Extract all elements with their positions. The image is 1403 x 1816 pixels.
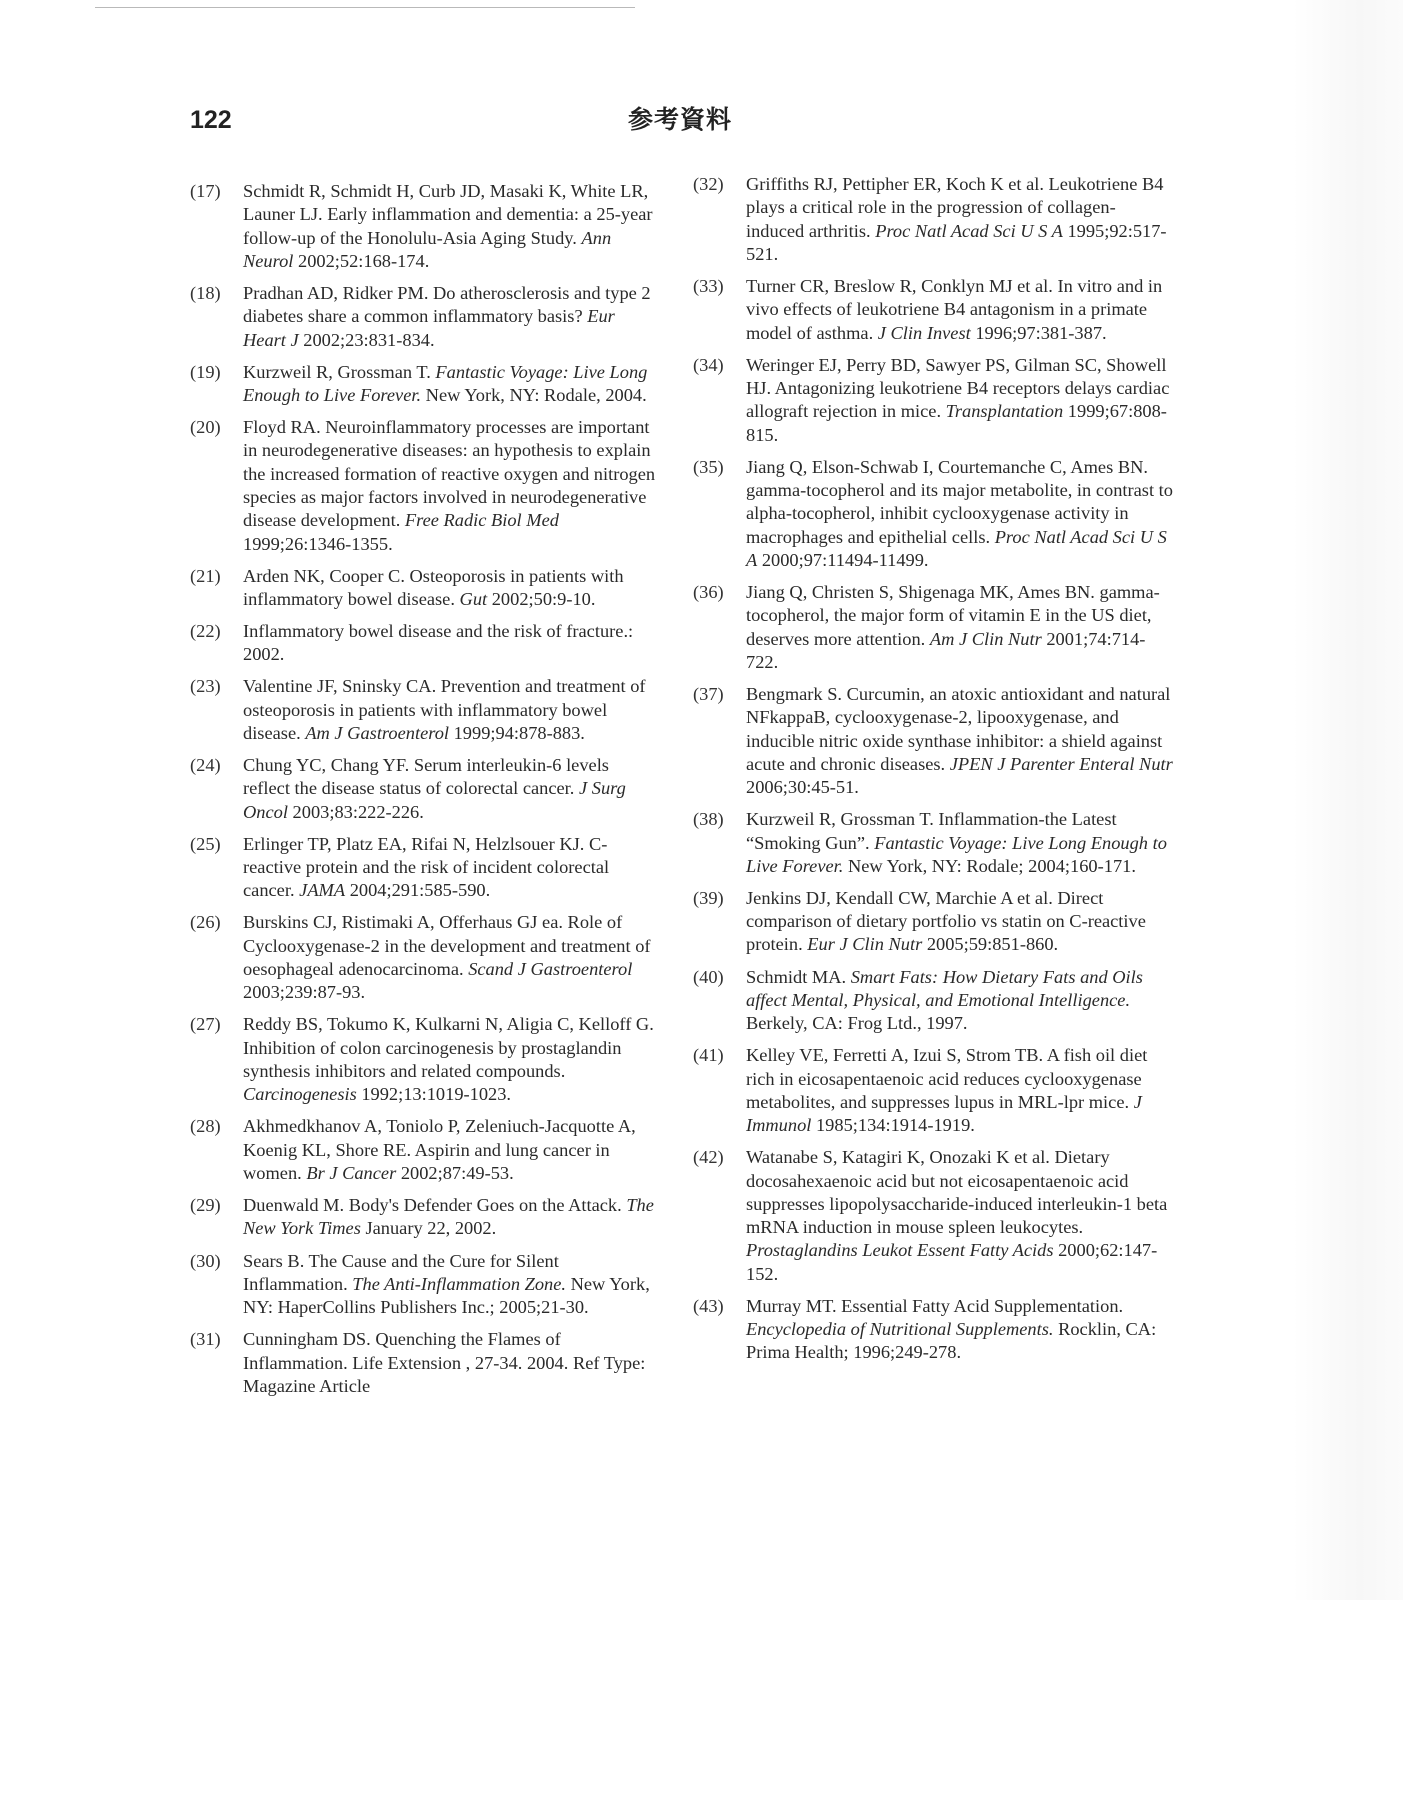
reference-item (190, 282, 660, 352)
reference-text-segment: 2006;30:45-51. (746, 777, 859, 798)
reference-source-title: Scand J Gastroenterol (468, 959, 633, 980)
reference-text-segment: Watanabe S, Katagiri K, Onozaki K et al. Dietary docosahexaenoic acid but not eicosapentaenoic acid suppresses lipopolysaccharide-induced interleukin-1 beta mRNA induction in mouse spleen leukocytes. (746, 1147, 1168, 1238)
reference-text-segment: Weringer EJ, Perry BD, Sawyer PS, Gilman SC, Showell HJ. Antagonizing leukotriene B4 receptors delays cardiac allograft rejection in mice. (746, 354, 1170, 422)
page-number: 122 (190, 106, 232, 134)
reference-item (693, 1146, 1173, 1286)
reference-source-title: JPEN J Parenter Enteral Nutr (949, 753, 1173, 774)
reference-item (693, 275, 1173, 345)
reference-number: (22) (190, 621, 221, 642)
reference-text-segment: Kurzweil R, Grossman T. Inflammation-the Latest “Smoking Gun”. (746, 809, 1117, 853)
reference-text (746, 275, 1173, 345)
reference-source-title: Eur J Clin Nutr (807, 934, 923, 955)
reference-item (190, 833, 660, 903)
reference-number: (21) (190, 565, 221, 586)
reference-text-segment: 2005;59:851-860. (922, 934, 1059, 955)
reference-text (243, 1115, 660, 1185)
reference-source-title: J Immunol (746, 1091, 1142, 1136)
reference-text (243, 416, 660, 556)
reference-source-title: Free Radic Biol Med (404, 510, 559, 531)
reference-source-title: JAMA (299, 880, 346, 901)
reference-item (693, 1044, 1173, 1137)
reference-number: (39) (693, 887, 724, 908)
reference-item (190, 1115, 660, 1185)
reference-text-segment: Inflammatory bowel disease and the risk of fracture.: 2002. (243, 621, 634, 665)
reference-text-segment: 2000;62:147-152. (746, 1240, 1158, 1284)
reference-item (693, 1295, 1173, 1365)
reference-text-segment: 1992;13:1019-1023. (356, 1084, 512, 1105)
reference-source-title: Eur Heart J (243, 306, 615, 350)
reference-text (243, 1194, 660, 1241)
reference-item (693, 966, 1173, 1036)
reference-text (243, 180, 660, 273)
scan-edge-shadow (1293, 0, 1403, 1600)
reference-number: (43) (693, 1295, 724, 1316)
reference-text-segment: 1995;92:517-521. (746, 220, 1167, 264)
reference-text (243, 754, 660, 824)
reference-item (693, 887, 1173, 957)
reference-number: (31) (190, 1329, 221, 1350)
reference-number: (26) (190, 912, 221, 933)
reference-text (746, 1295, 1173, 1365)
reference-text (746, 456, 1173, 572)
reference-text-segment: 1999;67:808-815. (746, 401, 1167, 445)
reference-text (746, 173, 1173, 266)
reference-source-title: Ann Neurol (243, 227, 612, 271)
reference-number: (36) (693, 581, 724, 602)
reference-number: (24) (190, 755, 221, 776)
reference-text-segment: Jiang Q, Christen S, Shigenaga MK, Ames BN. gamma-tocopherol, the major form of vitamin E in the US diet, deserves more attention. (746, 581, 1160, 649)
reference-text (243, 1250, 660, 1320)
reference-text-segment: Valentine JF, Sninsky CA. Prevention and treatment of osteoporosis in patients with inflammatory bowel disease. (243, 676, 646, 744)
reference-text-segment: 2002;50:9-10. (487, 588, 596, 609)
reference-text-segment: Duenwald M. Body's Defender Goes on the Attack. (243, 1195, 627, 1216)
reference-source-title: Proc Natl Acad Sci U S A (746, 526, 1167, 570)
reference-item (190, 1194, 660, 1241)
reference-number: (28) (190, 1116, 221, 1137)
reference-text-segment: Schmidt R, Schmidt H, Curb JD, Masaki K, White LR, Launer LJ. Early inflammation and dementia: a 25-year follow-up of the Honolulu-Asia Aging Study. (243, 181, 653, 248)
reference-text-segment: 1999;94:878-883. (449, 723, 585, 744)
reference-text-segment: 2002;87:49-53. (396, 1163, 514, 1184)
reference-text-segment: New York, NY: Rodale, 2004. (421, 384, 647, 405)
reference-text-segment: Burskins CJ, Ristimaki A, Offerhaus GJ ea. Role of Cyclooxygenase-2 in the development and treatment of oesophageal adenocarcinoma. (243, 912, 651, 980)
reference-number: (17) (190, 181, 221, 201)
reference-text (746, 966, 1173, 1036)
reference-source-title: Smart Fats: How Dietary Fats and Oils affect Mental, Physical, and Emotional Intelligence. (746, 966, 1143, 1010)
reference-text-segment: Reddy BS, Tokumo K, Kulkarni N, Aligia C, Kelloff G. Inhibition of colon carcinogenesis by prostaglandin synthesis inhibitors and related compounds. (243, 1014, 654, 1082)
reference-text-segment: New York, NY: HaperCollins Publishers Inc.; 2005;21-30. (243, 1273, 650, 1318)
reference-text-segment: 1999;26:1346-1355. (243, 533, 393, 554)
reference-item (190, 180, 660, 273)
references-left-column (190, 180, 660, 1407)
reference-number: (33) (693, 275, 724, 296)
reference-text (243, 565, 660, 612)
reference-item (190, 620, 660, 667)
reference-number: (32) (693, 174, 724, 194)
reference-source-title: Prostaglandins Leukot Essent Fatty Acids (746, 1240, 1054, 1261)
reference-number: (37) (693, 683, 724, 704)
reference-text (746, 683, 1173, 799)
reference-text (243, 620, 660, 667)
reference-item (190, 675, 660, 745)
reference-text (243, 1328, 660, 1398)
reference-text-segment: 2000;97:11494-11499. (757, 549, 929, 570)
reference-item (190, 416, 660, 556)
reference-text (243, 675, 660, 745)
reference-text-segment: 1985;134:1914-1919. (811, 1115, 975, 1136)
reference-number: (18) (190, 282, 221, 303)
reference-number: (38) (693, 809, 724, 830)
reference-item (190, 754, 660, 824)
reference-source-title: Am J Gastroenterol (305, 723, 450, 744)
reference-text (746, 354, 1173, 447)
reference-text-segment: Rocklin, CA: Prima Health; 1996;249-278. (746, 1319, 1157, 1363)
reference-text-segment: 2004;291:585-590. (345, 880, 491, 901)
reference-text-segment: Erlinger TP, Platz EA, Rifai N, Helzlsouer KJ. C-reactive protein and the risk of incident colorectal cancer. (243, 833, 610, 901)
reference-text-segment: Murray MT. Essential Fatty Acid Supplementation. (746, 1295, 1124, 1316)
reference-text (746, 581, 1173, 674)
reference-item (190, 1328, 660, 1398)
reference-text-segment: Cunningham DS. Quenching the Flames of Inflammation. Life Extension , 27-34. 2004. Ref Type: Magazine Article (243, 1329, 646, 1396)
reference-item (693, 354, 1173, 447)
reference-number: (40) (693, 966, 724, 987)
reference-text-segment: Berkely, CA: Frog Ltd., 1997. (746, 1013, 968, 1034)
reference-text-segment: Kurzweil R, Grossman T. (243, 361, 436, 382)
reference-source-title: Fantastic Voyage: Live Long Enough to Live Forever. (746, 832, 1167, 876)
reference-text (746, 887, 1173, 957)
reference-text (746, 1044, 1173, 1137)
reference-item (190, 565, 660, 612)
reference-text (243, 1013, 660, 1106)
reference-number: (20) (190, 417, 221, 438)
reference-item (190, 1250, 660, 1320)
reference-number: (19) (190, 361, 221, 382)
reference-number: (27) (190, 1014, 221, 1035)
reference-item (693, 173, 1173, 266)
reference-text-segment: Pradhan AD, Ridker PM. Do atherosclerosis and type 2 diabetes share a common inflammatory basis? (243, 282, 651, 327)
reference-text (243, 911, 660, 1004)
reference-text-segment: 2002;23:831-834. (298, 329, 435, 350)
reference-source-title: The Anti-Inflammation Zone. (352, 1273, 566, 1294)
reference-text-segment: Arden NK, Cooper C. Osteoporosis in patients with inflammatory bowel disease. (243, 565, 624, 609)
reference-item (190, 911, 660, 1004)
reference-text-segment: Jiang Q, Elson-Schwab I, Courtemanche C, Ames BN. gamma-tocopherol and its major metabolite, in contrast to alpha-tocopherol, inhibit cyclooxygenase activity in macrophages and epithelial cells. (746, 456, 1173, 547)
reference-number: (41) (693, 1045, 724, 1066)
reference-text-segment: New York, NY: Rodale; 2004;160-171. (843, 855, 1136, 876)
reference-source-title: J Surg Oncol (243, 778, 626, 822)
reference-text-segment: 2002;52:168-174. (293, 250, 430, 271)
reference-number: (42) (693, 1147, 724, 1168)
reference-item (693, 808, 1173, 878)
reference-source-title: Transplantation (945, 401, 1064, 422)
reference-text (746, 1146, 1173, 1286)
reference-text-segment: Jenkins DJ, Kendall CW, Marchie A et al. Direct comparison of dietary portfolio vs statin on C-reactive protein. (746, 887, 1146, 955)
scan-top-rule (95, 7, 635, 8)
reference-number: (25) (190, 833, 221, 854)
reference-text-segment: Chung YC, Chang YF. Serum interleukin-6 levels reflect the disease status of colorectal cancer. (243, 755, 609, 799)
reference-item (190, 361, 660, 408)
reference-number: (34) (693, 354, 724, 375)
reference-source-title: Encyclopedia of Nutritional Supplements. (746, 1319, 1054, 1340)
reference-source-title: J Clin Invest (877, 322, 971, 343)
reference-text (243, 282, 660, 352)
reference-text-segment: 2001;74:714-722. (746, 628, 1146, 672)
reference-text-segment: Floyd RA. Neuroinflammatory processes are important in neurodegenerative diseases: an hypothesis to explain the increased formation of reactive oxygen and nitrogen species as major factors involved in neurodegenerative disease development. (243, 417, 656, 531)
reference-number: (29) (190, 1195, 221, 1216)
reference-text-segment: Schmidt MA. (746, 966, 851, 987)
reference-source-title: The New York Times (243, 1195, 654, 1239)
reference-text-segment: Kelley VE, Ferretti A, Izui S, Strom TB. A fish oil diet rich in eicosapentaenoic acid reduces cyclooxygenase metabolites, and suppresses lupus in MRL-lpr mice. (746, 1045, 1148, 1112)
reference-source-title: Gut (459, 588, 488, 609)
reference-source-title: Fantastic Voyage: Live Long Enough to Live Forever. (243, 361, 648, 405)
reference-text (243, 833, 660, 903)
references-right-column (693, 173, 1173, 1374)
reference-text-segment: Akhmedkhanov A, Toniolo P, Zeleniuch-Jacquotte A, Koenig KL, Shore RE. Aspirin and lung cancer in women. (243, 1116, 636, 1184)
reference-source-title: Am J Clin Nutr (929, 628, 1042, 649)
reference-text (746, 808, 1173, 878)
reference-text-segment: January 22, 2002. (360, 1218, 497, 1239)
reference-item (693, 456, 1173, 572)
reference-text-segment: 2003;239:87-93. (243, 982, 366, 1003)
reference-text (243, 361, 660, 408)
reference-source-title: Proc Natl Acad Sci U S A (875, 220, 1063, 241)
reference-text-segment: Turner CR, Breslow R, Conklyn MJ et al. In vitro and in vivo effects of leukotriene B4 antagonism in a primate model of asthma. (746, 275, 1163, 343)
reference-number: (23) (190, 676, 221, 697)
reference-number: (35) (693, 456, 724, 477)
page-title: 参考資料 (627, 105, 732, 134)
reference-text-segment: Sears B. The Cause and the Cure for Silent Inflammation. (243, 1250, 559, 1294)
reference-source-title: Br J Cancer (306, 1163, 397, 1184)
reference-text-segment: 2003;83:222-226. (287, 801, 424, 822)
reference-source-title: Carcinogenesis (243, 1084, 357, 1105)
reference-number: (30) (190, 1250, 221, 1271)
reference-text-segment: Bengmark S. Curcumin, an atoxic antioxidant and natural NFkappaB, cyclooxygenase-2, lipooxygenase, and inducible nitric oxide synthase inhibitor: a shield against acute and chronic diseases. (746, 683, 1171, 774)
reference-text-segment: 1996;97:381-387. (970, 322, 1107, 343)
reference-text-segment: Griffiths RJ, Pettipher ER, Koch K et al. Leukotriene B4 plays a critical role in the progression of collagen-induced arthritis. (746, 174, 1164, 241)
reference-item (190, 1013, 660, 1106)
reference-item (693, 683, 1173, 799)
reference-item (693, 581, 1173, 674)
